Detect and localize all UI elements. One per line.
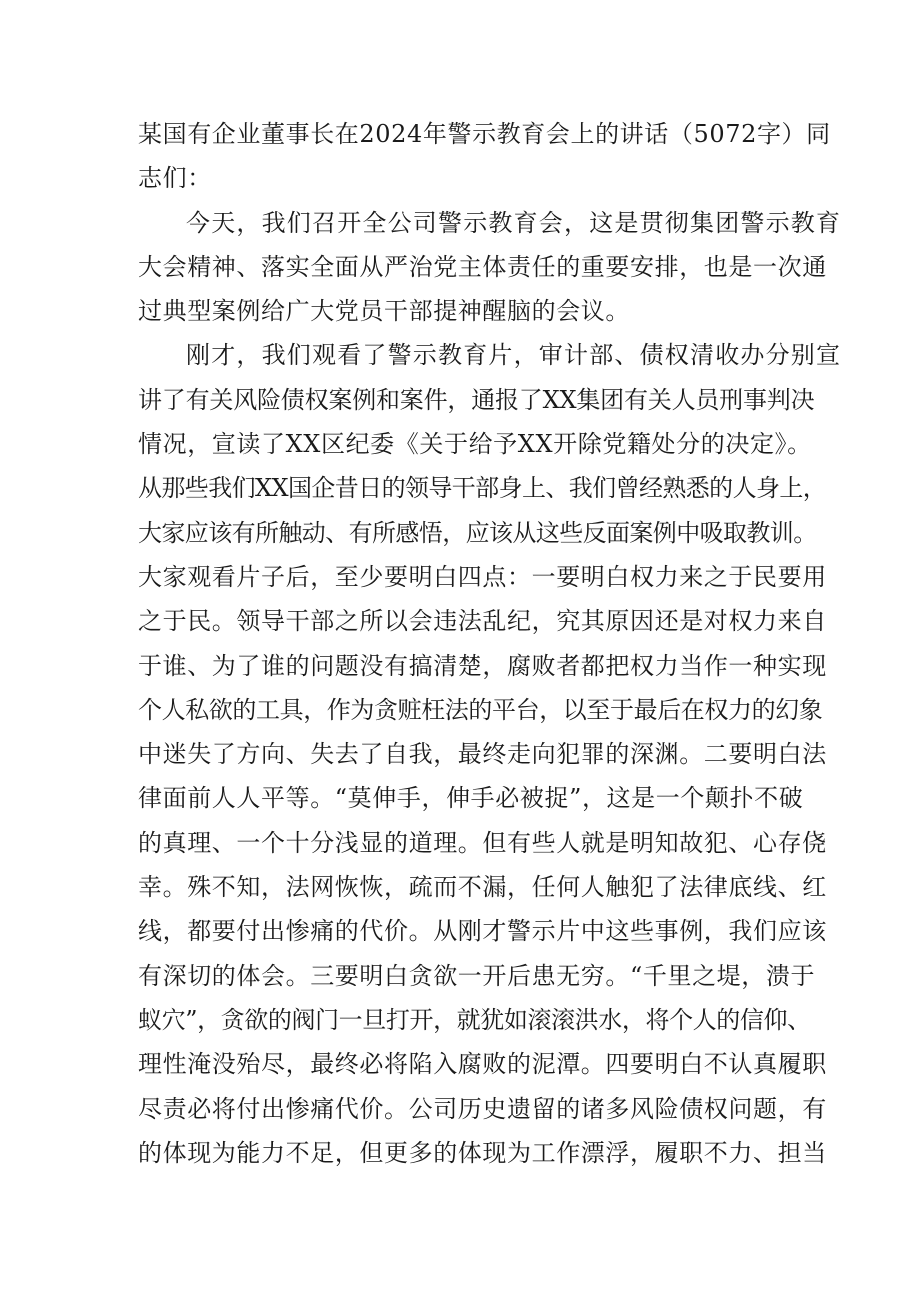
text-line: 的体现为能力不足，但更多的体现为工作漂浮，履职不力、担当	[138, 1138, 827, 1167]
text-line: 从那些我们XX国企昔日的领导干部身上、我们曾经熟悉的人身上，	[138, 474, 827, 503]
text-line: 于谁、为了谁的问题没有搞清楚，腐败者都把权力当作一种实现	[138, 651, 827, 680]
text-line: 理性淹没殆尽，最终必将陷入腐败的泥潭。四要明白不认真履职	[138, 1050, 827, 1079]
text-line: 有深切的体会。三要明白贪欲一开后患无穷。“千里之堤，溃于	[138, 961, 816, 990]
text-line: 尽责必将付出惨痛代价。公司历史遗留的诸多风险债权问题，有	[138, 1094, 827, 1123]
text-line: 志们：	[138, 164, 212, 193]
text-line: 律面前人人平等。“莫伸手，伸手必被捉”，这是一个颠扑不破	[138, 784, 804, 813]
text-line: 蚁穴”，贪欲的阀门一旦打开，就犹如滚滚洪水，将个人的信仰、	[138, 1005, 811, 1034]
text-line: 讲了有关风险债权案例和案件，通报了XX集团有关人员刑事判决	[138, 385, 815, 414]
text-line: 幸。殊不知，法网恢恢，疏而不漏，任何人触犯了法律底线、红	[138, 873, 827, 902]
text-line: 线，都要付出惨痛的代价。从刚才警示片中这些事例，我们应该	[138, 917, 827, 946]
text-line: 的真理、一个十分浅显的道理。但有些人就是明知故犯、心存侥	[138, 828, 827, 857]
text-line: 个人私欲的工具，作为贪赃枉法的平台，以至于最后在权力的幻象	[138, 695, 823, 724]
text-line: 情况，宣读了XX区纪委《关于给予XX开除党籍处分的决定》。	[138, 430, 812, 459]
text-line: 某国有企业董事长在2024年警示教育会上的讲话（5072字）同	[138, 120, 831, 148]
text-line: 过典型案例给广大党员干部提神醒脑的会议。	[138, 297, 630, 326]
text-line: 中迷失了方向、失去了自我，最终走向犯罪的深渊。二要明白法	[138, 740, 827, 769]
text-line: 之于民。领导干部之所以会违法乱纪，究其原因还是对权力来自	[138, 607, 827, 636]
text-line: 大家观看片子后，至少要明白四点：一要明白权力来之于民要用	[138, 562, 827, 591]
text-line: 今天，我们召开全公司警示教育会，这是贯彻集团警示教育	[186, 208, 842, 237]
text-line: 大会精神、落实全面从严治党主体责任的重要安排，也是一次通	[138, 252, 827, 281]
text-line: 刚才，我们观看了警示教育片，审计部、债权清收办分别宣	[186, 341, 842, 370]
text-line: 大家应该有所触动、有所感悟，应该从这些反面案例中吸取教训。	[138, 518, 817, 547]
document-body	[138, 112, 842, 1175]
